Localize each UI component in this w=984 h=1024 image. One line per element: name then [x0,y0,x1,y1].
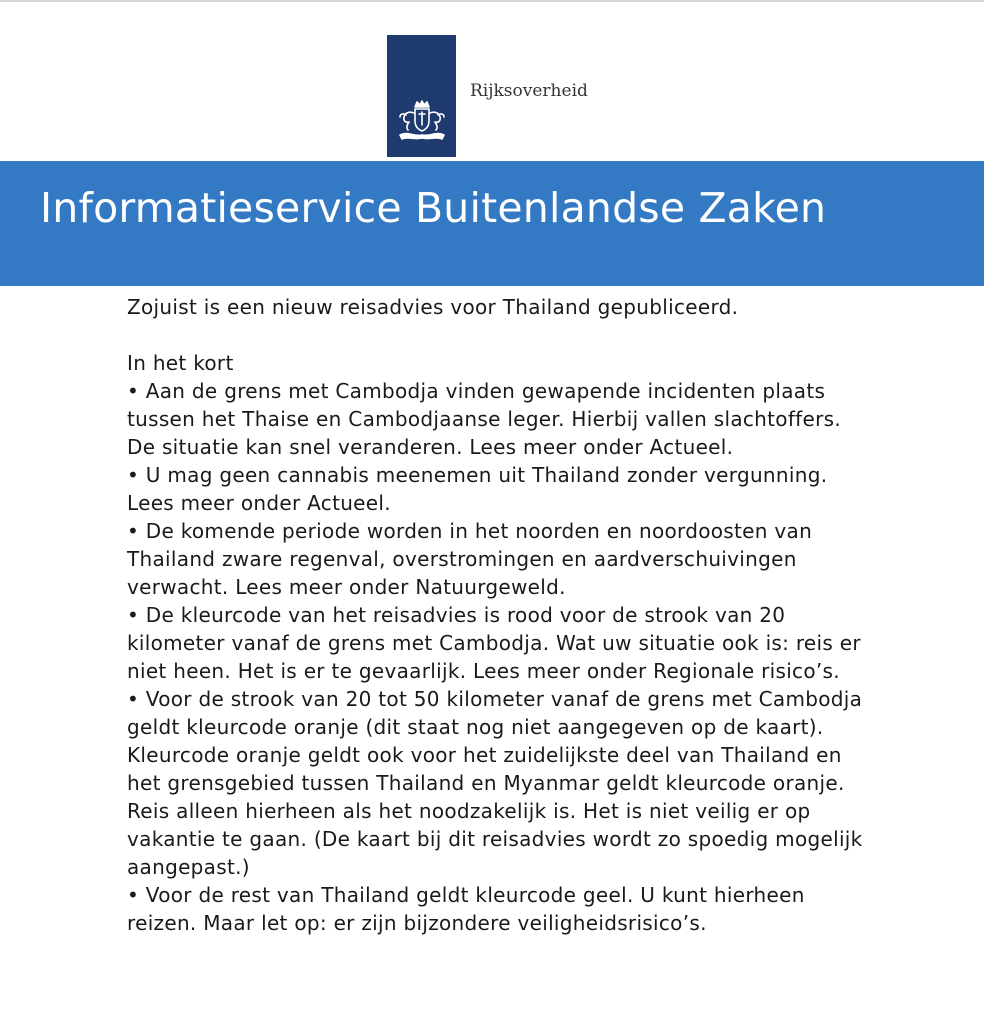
dutch-coat-of-arms-icon [394,99,450,141]
bullet-item: • De kleurcode van het reisadvies is rood voor de strook van 20 kilometer vanaf de grens met Cambodja. Wat uw situatie ook is: reis er niet heen. Het is er te gevaarlijk. Lees meer onder Regionale risico’s. [127,601,867,685]
top-divider [0,0,984,2]
logo-text: Rijksoverheid [470,81,588,101]
bullet-item: • Voor de strook van 20 tot 50 kilometer vanaf de grens met Cambodja geldt kleurcode oranje (dit staat nog niet aangegeven op de kaart). Kleurcode oranje geldt ook voor het zuidelijkste deel van Thailand en het grensgebied tussen Thailand en Myanmar geldt kleurcode oranje. Reis alleen hierheen als het noodzakelijk is. Het is niet veilig er op vakantie te gaan. (De kaart bij dit reisadvies wordt zo spoedig mogelijk aangepast.) [127,685,867,881]
logo-block [387,35,456,157]
summary-heading: In het kort [127,351,234,375]
rijksoverheid-logo [387,35,588,157]
bullet-item: • Aan de grens met Cambodja vinden gewapende incidenten plaats tussen het Thaise en Cambodjaanse leger. Hierbij vallen slachtoffers. De situatie kan snel veranderen. Lees meer onder Actueel. [127,377,867,461]
bullet-item: • De komende periode worden in het noorden en noordoosten van Thailand zware regenval, overstromingen en aardverschuivingen verwacht. Lees meer onder Natuurgeweld. [127,517,867,601]
bullet-item: • U mag geen cannabis meenemen uit Thailand zonder vergunning. Lees meer onder Actueel. [127,461,867,517]
intro-text: Zojuist is een nieuw reisadvies voor Thailand gepubliceerd. [127,295,739,319]
message-body [127,293,867,937]
banner-title: Informatieservice Buitenlandse Zaken [40,184,827,232]
bullet-item: • Voor de rest van Thailand geldt kleurcode geel. U kunt hierheen reizen. Maar let op: er zijn bijzondere veiligheidsrisico’s. [127,881,867,937]
